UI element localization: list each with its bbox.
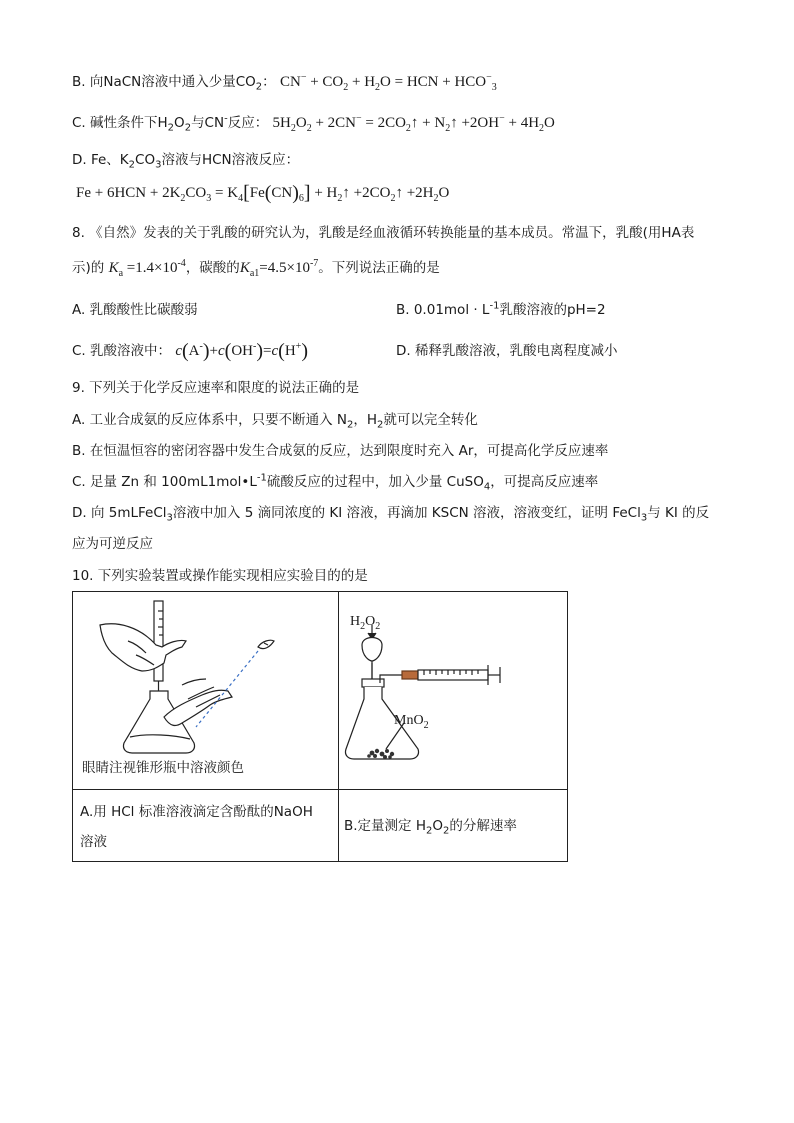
q8-option-c: C. 乳酸溶液中： c(A-)+c(OH-)=c(H+) [72,340,308,362]
q9-stem: 9. 下列关于化学反应速率和限度的说法正确的是 [72,380,360,396]
q9-option-d-continued: 应为可逆反应 [72,536,153,552]
q10-stem: 10. 下列实验装置或操作能实现相应实验目的的是 [72,568,368,584]
option-b-label: B.定量测定 $H_2O_2$的分解速率 [344,818,517,837]
q7-option-d: D. Fe、$K_2CO_3$溶液与HCN溶液反应： [72,152,300,171]
q9-option-b: B. 在恒温恒容的密闭容器中发生合成氨的反应，达到限度时充入 Ar，可提高化学反应速率 [72,443,609,459]
q7-option-b-equation: $CN^- + CO_2 + H_2O$ = HCN + $HCO^-_3$ [279,72,497,93]
q10-options-table [72,591,568,862]
q8-option-d: D. 稀释乳酸溶液，乳酸电离程度减小 [396,343,618,359]
h2o2-label: $H_2O_2$ [350,614,381,632]
option-a-label: A.用 HCl 标准溶液滴定含酚酞的NaOH 溶液 [80,804,313,850]
titration-apparatus-figure [78,599,328,759]
q8-stem-line1: 8. 《自然》发表的关于乳酸的研究认为，乳酸是经血液循环转换能量的基本成员。常温下，乳酸(用HA表 [72,225,695,241]
q7-option-c: C. 碱性条件下$H_2O_2$与CN-反应： $5H_2O_2 + 2CN^-$ = $2CO_2↑$ + $N_2↑ +2OH^- + 4H_2O$ [72,113,555,134]
q9-option-a: A. 工业合成氨的反应体系中，只要不断通入 $N_2$，$H_2$就可以完全转化 [72,412,478,431]
q8-stem-line2: 示)的 $K_a =1.4\times 10^{-4}$，碳酸的$K_{a1}=4.5\times 10^{-7}$。下列说法正确的是 [72,258,440,279]
q9-option-d: D. 向 5mLFeCl$_3$溶液中加入 5 滴同浓度的 KI 溶液，再滴加 KSCN 溶液，溶液变红，证明 FeCl$_3$与 KI 的反 [72,505,710,524]
q7-option-d-equation: $Fe + 6HCN + 2K_2CO_3 = K_4[Fe(CN)_6]$ + $H_2↑$ $+2CO_2↑ +2H_2O$ [76,182,450,204]
q8-option-b: B. $0.01mol \cdot L^{-1}$乳酸溶液的pH=2 [396,300,606,318]
figure-a-caption: 眼睛注视锥形瓶中溶液颜色 [82,760,244,776]
q7-option-b-text: B. 向NaCN溶液中通入少量CO [72,74,256,90]
mno2-label: MnO$_2$ [394,713,429,731]
q8-option-a: A. 乳酸酸性比碳酸弱 [72,302,198,318]
q8-option-c-equation: c(A-)+c(OH-)=c(H+) [175,340,308,362]
q7-option-b: B. 向NaCN溶液中通入少量$CO_2$： $CN^- + CO_2 + H_2O$ = HCN + $HCO^-_3$ [72,72,497,93]
q7-option-c-equation: $5H_2O_2 + 2CN^-$ = $2CO_2↑$ + $N_2↑ +2OH^- + 4H_2O$ [272,113,555,134]
q9-option-c: C. 足量 Zn 和 $100mL1mol•L^{-1}$硫酸反应的过程中，加入少量 CuSO$_4$，可提高反应速率 [72,472,599,493]
